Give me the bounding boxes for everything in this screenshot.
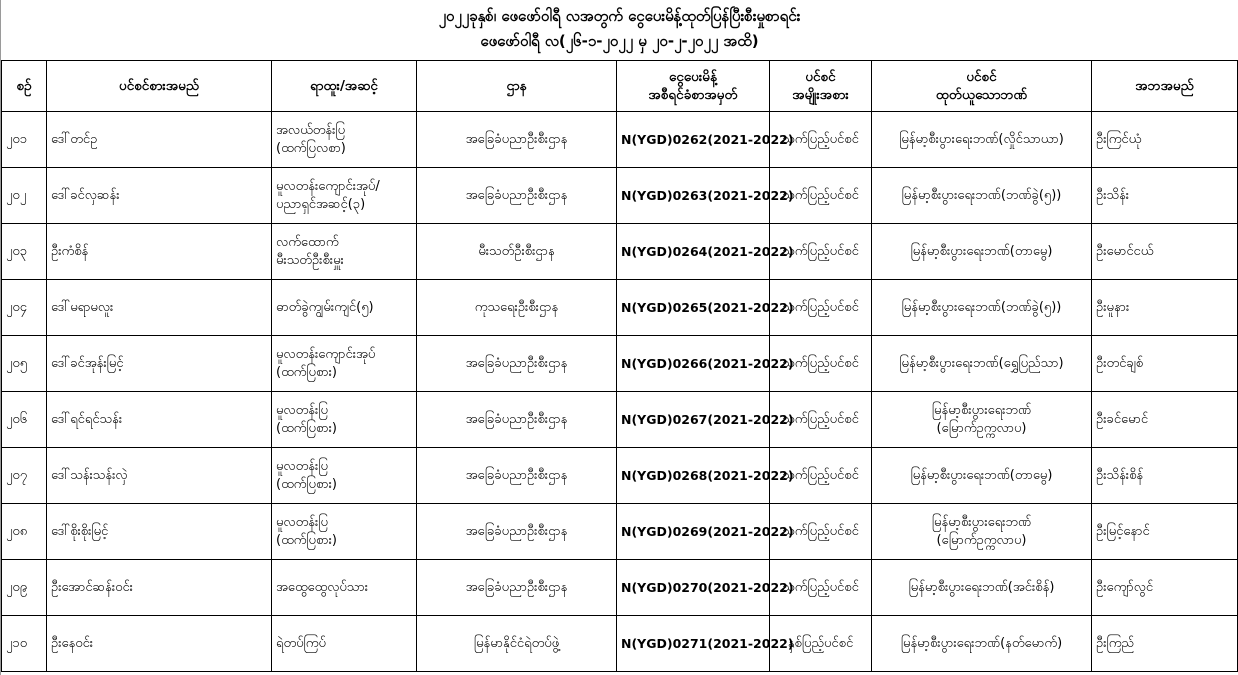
cell-father-name: ဦးတင်ချစ် (1092, 336, 1238, 392)
bank-line: မြန်မာ့စီးပွားရေးဘဏ်(အင်းစိန်) (908, 579, 1055, 595)
cell-no: ၂၀၄ (2, 280, 47, 336)
cell-no: ၂၀၁ (2, 112, 47, 168)
bank-line: (မြောက်ဥက္ကလာပ) (936, 532, 1027, 548)
cell-department: အခြေခံပညာဦးစီးဌာန (417, 112, 617, 168)
rank-line: ဓာတ်ခွဲကျွမ်းကျင်(၅) (276, 299, 374, 315)
cell-bank (872, 504, 1092, 560)
cell-permit: N(YGD)0265(2021-2022) (617, 280, 770, 336)
cell-pension-type: သက်ပြည့်ပင်စင် (770, 168, 872, 224)
header-row (2, 61, 1238, 112)
cell-pension-type: သက်ပြည့်ပင်စင် (770, 224, 872, 280)
header-name: ပင်စင်စားအမည် (47, 61, 272, 112)
cell-father-name: ဦးကြင်ယုံ (1092, 112, 1238, 168)
cell-pension-type: သက်ပြည့်ပင်စင် (770, 504, 872, 560)
cell-father-name: ဦးမြင့်နောင် (1092, 504, 1238, 560)
cell-rank (272, 168, 417, 224)
cell-pension-type: နှစ်ပြည့်ပင်စင် (770, 616, 872, 672)
cell-bank (872, 616, 1092, 672)
table-row (2, 560, 1238, 616)
cell-father-name: ဦးကျော်လွင် (1092, 560, 1238, 616)
rank-line: ပညာရှင်အဆင့်(၃) (276, 196, 366, 212)
header-rank: ရာထူး/အဆင့် (272, 61, 417, 112)
cell-rank (272, 504, 417, 560)
cell-name: ဦးကံစိန် (47, 224, 272, 280)
cell-no: ၂၁၀ (2, 616, 47, 672)
cell-pension-type: သက်ပြည့်ပင်စင် (770, 112, 872, 168)
rank-line: အလယ်တန်းပြ (276, 122, 346, 138)
title-line-2: ဖေဖော်ဝါရီ လ(၂၆-၁-၂၀၂၂ မှ ၂၀-၂-၂၀၂၂ အထိ) (480, 32, 759, 50)
cell-name: ဒေါ်ခင်လှဆန်း (47, 168, 272, 224)
rank-line: မူလတန်းပြ (276, 458, 328, 474)
cell-pension-type: သက်ပြည့်ပင်စင် (770, 560, 872, 616)
cell-name: ဒေါ်ရင်ရင်သန်း (47, 392, 272, 448)
rank-line: မူလတန်းပြ (276, 402, 328, 418)
cell-department: အခြေခံပညာဦးစီးဌာန (417, 392, 617, 448)
cell-permit: N(YGD)0271(2021-2022) (617, 616, 770, 672)
cell-rank (272, 280, 417, 336)
cell-bank (872, 280, 1092, 336)
cell-department: အခြေခံပညာဦးစီးဌာန (417, 336, 617, 392)
cell-permit: N(YGD)0262(2021-2022) (617, 112, 770, 168)
header-pension-type: ပင်စင် အမျိုးအစား (770, 61, 872, 112)
table-row (2, 112, 1238, 168)
header-permit: ငွေပေးမိန့် အစီရင်ခံစာအမှတ် (617, 61, 770, 112)
rank-line: မီးသတ်ဦးစီးမှူး (276, 252, 344, 268)
rank-line: အထွေထွေလုပ်သား (276, 579, 369, 595)
rank-line: (ထက်ပြစား) (276, 364, 337, 380)
rank-line: မူလတန်းကျောင်းအုပ်/ (276, 178, 380, 194)
cell-permit: N(YGD)0269(2021-2022) (617, 504, 770, 560)
cell-department: ကုသရေးဦးစီးဌာန (417, 280, 617, 336)
table-body (2, 112, 1238, 672)
table-row (2, 280, 1238, 336)
cell-name: ဦးအောင်ဆန်းဝင်း (47, 560, 272, 616)
cell-bank (872, 168, 1092, 224)
cell-father-name: ဦးသိန်းစိန် (1092, 448, 1238, 504)
cell-rank (272, 448, 417, 504)
header-father-name: အဘအမည် (1092, 61, 1238, 112)
cell-pension-type: သက်ပြည့်ပင်စင် (770, 392, 872, 448)
cell-department: အခြေခံပညာဦးစီးဌာန (417, 448, 617, 504)
cell-name: ဒေါ်မရာမလူး (47, 280, 272, 336)
bank-line: မြန်မာ့စီးပွားရေးဘဏ်(တာမွေ) (910, 467, 1053, 483)
cell-no: ၂၀၉ (2, 560, 47, 616)
cell-department: မြန်မာနိုင်ငံရဲတပ်ဖွဲ့ (417, 616, 617, 672)
cell-father-name: ဦးမူနား (1092, 280, 1238, 336)
cell-name: ဒေါ်ခင်အုန်းမြင့် (47, 336, 272, 392)
cell-bank (872, 112, 1092, 168)
bank-line: မြန်မာ့စီးပွားရေးဘဏ်(ဘဏ်ခွဲ(၅)) (901, 187, 1062, 203)
cell-pension-type: သက်ပြည့်ပင်စင် (770, 280, 872, 336)
cell-pension-type: သက်ပြည့်ပင်စင် (770, 336, 872, 392)
cell-no: ၂၀၃ (2, 224, 47, 280)
cell-rank (272, 224, 417, 280)
cell-permit: N(YGD)0267(2021-2022) (617, 392, 770, 448)
cell-bank (872, 392, 1092, 448)
cell-name: ဦးနေဝင်း (47, 616, 272, 672)
table-row (2, 616, 1238, 672)
cell-rank (272, 616, 417, 672)
rank-line: (ထက်ပြစား) (276, 476, 337, 492)
cell-name: ဒေါ်စိုးစိုးမြင့် (47, 504, 272, 560)
cell-no: ၂၀၂ (2, 168, 47, 224)
title-block (1, 0, 1238, 60)
table-row (2, 224, 1238, 280)
rank-line: (ထက်ပြလစာ) (276, 140, 346, 156)
bank-line: မြန်မာ့စီးပွားရေးဘဏ်(နတ်မောက်) (900, 635, 1063, 651)
rank-line: (ထက်ပြစား) (276, 420, 337, 436)
cell-department: အခြေခံပညာဦးစီးဌာန (417, 168, 617, 224)
cell-father-name: ဦးမောင်ငယ် (1092, 224, 1238, 280)
cell-bank (872, 336, 1092, 392)
table-row (2, 448, 1238, 504)
cell-name: ဒေါ်သန်းသန်းလှဲ (47, 448, 272, 504)
rank-line: ရဲတပ်ကြပ် (276, 635, 326, 651)
cell-department: အခြေခံပညာဦးစီးဌာန (417, 560, 617, 616)
rank-line: မူလတန်းကျောင်းအုပ် (276, 346, 376, 362)
bank-line: မြန်မာ့စီးပွားရေးဘဏ် (931, 402, 1032, 418)
table-row (2, 392, 1238, 448)
rank-line: မူလတန်းပြ (276, 514, 328, 530)
rank-line: လက်ထောက် (276, 234, 339, 250)
header-no: စဉ် (2, 61, 47, 112)
cell-rank (272, 560, 417, 616)
cell-no: ၂၀၈ (2, 504, 47, 560)
table-row (2, 504, 1238, 560)
cell-rank (272, 336, 417, 392)
cell-permit: N(YGD)0263(2021-2022) (617, 168, 770, 224)
cell-father-name: ဦးသိန်း (1092, 168, 1238, 224)
header-department: ဌာန (417, 61, 617, 112)
cell-permit: N(YGD)0270(2021-2022) (617, 560, 770, 616)
cell-bank (872, 224, 1092, 280)
bank-line: မြန်မာ့စီးပွားရေးဘဏ်(ရွှေပြည်သာ) (899, 355, 1064, 371)
bank-line: မြန်မာ့စီးပွားရေးဘဏ်(လှိုင်သာယာ) (899, 131, 1064, 147)
cell-no: ၂၀၅ (2, 336, 47, 392)
cell-father-name: ဦးကြည် (1092, 616, 1238, 672)
cell-rank (272, 392, 417, 448)
cell-bank (872, 560, 1092, 616)
cell-department: မီးသတ်ဦးစီးဌာန (417, 224, 617, 280)
cell-father-name: ဦးခင်မောင် (1092, 392, 1238, 448)
cell-permit: N(YGD)0268(2021-2022) (617, 448, 770, 504)
rank-line: (ထက်ပြစား) (276, 532, 337, 548)
cell-department: အခြေခံပညာဦးစီးဌာန (417, 504, 617, 560)
table-row (2, 336, 1238, 392)
cell-permit: N(YGD)0264(2021-2022) (617, 224, 770, 280)
cell-bank (872, 448, 1092, 504)
cell-permit: N(YGD)0266(2021-2022) (617, 336, 770, 392)
cell-rank (272, 112, 417, 168)
table-row (2, 168, 1238, 224)
cell-no: ၂၀၇ (2, 448, 47, 504)
bank-line: မြန်မာ့စီးပွားရေးဘဏ်(ဘဏ်ခွဲ(၅)) (901, 299, 1062, 315)
title-line-1: ၂၀၂၂ခုနှစ်၊ ဖေဖော်ဝါရီ လအတွက် ငွေပေးမိန့်ထုတ်ပြန်ပြီးစီးမှုစာရင်း (438, 7, 801, 25)
cell-pension-type: သက်ပြည့်ပင်စင် (770, 448, 872, 504)
pension-table (1, 60, 1238, 672)
bank-line: မြန်မာ့စီးပွားရေးဘဏ်(တာမွေ) (910, 243, 1053, 259)
cell-no: ၂၀၆ (2, 392, 47, 448)
bank-line: မြန်မာ့စီးပွားရေးဘဏ် (931, 514, 1032, 530)
cell-name: ဒေါ်တင်ဥ (47, 112, 272, 168)
header-bank: ပင်စင် ထုတ်ယူသောဘဏ် (872, 61, 1092, 112)
bank-line: (မြောက်ဥက္ကလာပ) (936, 420, 1027, 436)
